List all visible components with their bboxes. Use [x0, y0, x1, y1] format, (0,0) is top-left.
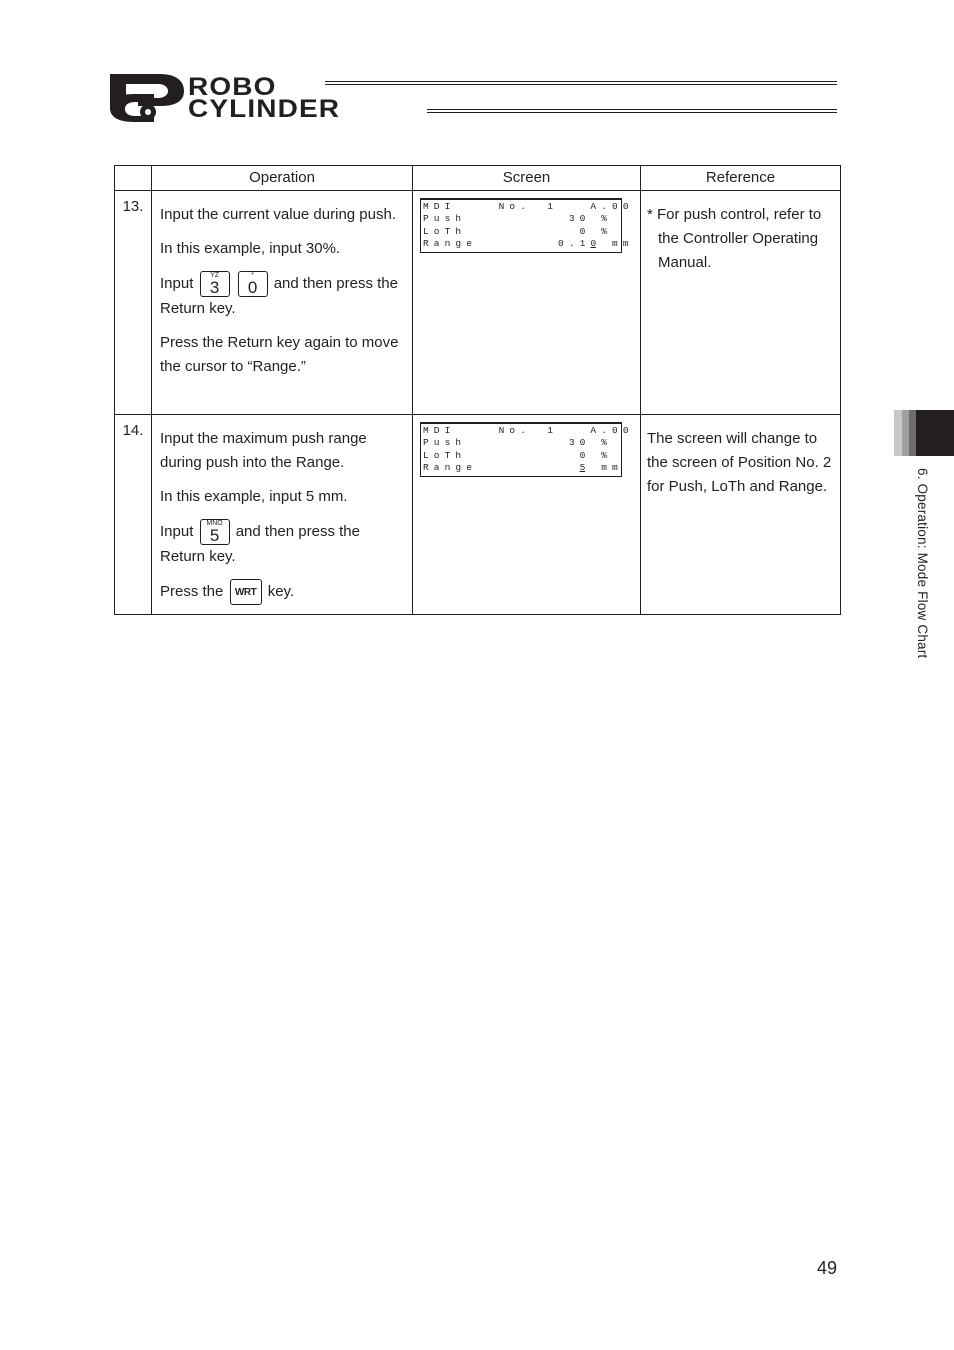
- table-row: [115, 415, 841, 615]
- operation-text: Input the maximum push range during push into the Range.: [160, 430, 367, 471]
- table-header-row: [115, 166, 841, 191]
- page-number: 49: [817, 1258, 838, 1278]
- key-0: * 0: [238, 271, 268, 297]
- operation-text: In this example, input 5 mm.: [160, 488, 348, 505]
- lcd-cursor: 0: [590, 238, 596, 250]
- header-rule-top: [325, 81, 837, 85]
- step-number: 14.: [115, 415, 152, 615]
- lcd-screen: M D I N o . 1 A . 0 0 P u s h 3 0 % L o T h 0 % R a n g e 5 m m: [420, 422, 622, 477]
- header-operation: Operation: [152, 166, 413, 191]
- screen-cell: [413, 415, 641, 615]
- operation-text: Press the Return key again to move the cursor to “Range.”: [160, 334, 399, 375]
- operation-table: [114, 165, 841, 615]
- lcd-screen: M D I N o . 1 A . 0 0 P u s h 3 0 % L o T h 0 % R a n g e 0 . 1 0 m m: [420, 198, 622, 253]
- table-row: [115, 191, 841, 415]
- header-screen: Screen: [413, 166, 641, 191]
- header-rule-bottom: [427, 109, 837, 113]
- chapter-label: 6. Operation: Mode Flow Chart: [915, 468, 930, 659]
- rc-logo-mark: [108, 72, 188, 124]
- operation-cell: [152, 415, 413, 615]
- logo-text-robo: ROBO: [188, 73, 277, 101]
- key-3: YZ 3: [200, 271, 230, 297]
- chapter-tab-marker: [894, 410, 954, 456]
- lcd-cursor: 5: [579, 462, 586, 474]
- reference-cell: [641, 191, 841, 415]
- header-num: [115, 166, 152, 191]
- reference-text: * For push control, refer to the Controller Operating Manual.: [647, 206, 822, 271]
- reference-cell: [641, 415, 841, 615]
- operation-text: In this example, input 30%.: [160, 240, 341, 257]
- operation-text: Input the current value during push.: [160, 206, 396, 223]
- key-wrt: WRT: [230, 579, 262, 605]
- operation-text: Press the WRT key.: [160, 579, 405, 605]
- operation-text: Input MNO 5 and then press the Return key.: [160, 520, 360, 565]
- robo-cylinder-logo: [108, 72, 838, 124]
- logo-text-cylinder: CYLINDER: [188, 95, 341, 123]
- operation-cell: [152, 191, 413, 415]
- key-5: MNO 5: [200, 519, 230, 545]
- operation-text: Input YZ 3 * 0 and then press the Return key.: [160, 272, 398, 317]
- step-number: 13.: [115, 191, 152, 415]
- header-reference: Reference: [641, 166, 841, 191]
- screen-cell: [413, 191, 641, 415]
- reference-text: The screen will change to the screen of Position No. 2 for Push, LoTh and Range.: [647, 430, 832, 495]
